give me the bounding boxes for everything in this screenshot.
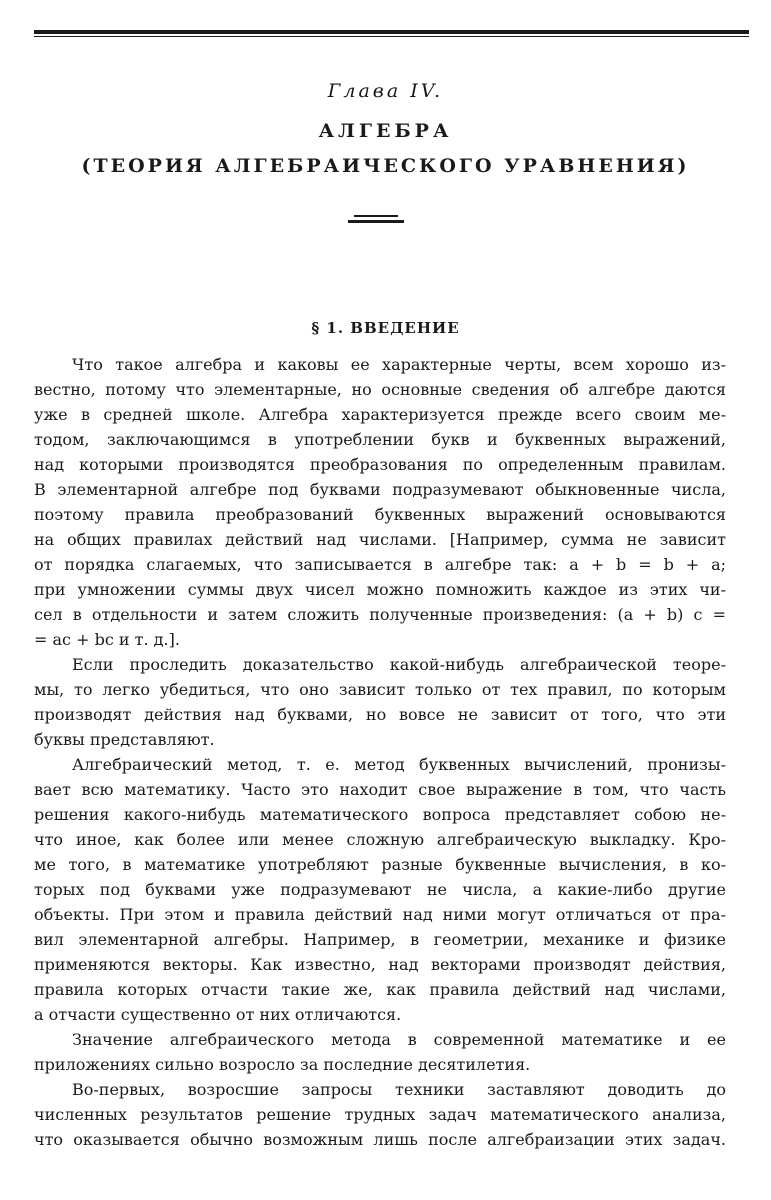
text-line: буквы представляют.: [34, 730, 215, 749]
text-line: ме того, в математике употребляют разные буквенные вычисления, в ко-: [34, 855, 726, 874]
ornament-rule-bottom: [348, 220, 404, 223]
text-line: что оказывается обычно возможным лишь после алгебраизации этих задач.: [34, 1130, 726, 1149]
section-heading: § 1. ВВЕДЕНИЕ: [311, 319, 460, 337]
chapter-title: АЛГЕБРА: [318, 120, 453, 142]
text-line: над которыми производятся преобразования по определенным правилам.: [34, 455, 726, 474]
text-line: численных результатов решение трудных задач математического анализа,: [34, 1105, 726, 1124]
chapter-label: Глава IV.: [327, 80, 444, 102]
ornament-rule-top: [354, 215, 398, 217]
text-line: производят действия над буквами, но вовсе не зависит от того, что эти: [34, 705, 726, 724]
text-line: применяются векторы. Как известно, над векторами производят действия,: [34, 955, 726, 974]
text-line: Во-первых, возросшие запросы техники заставляют доводить до: [72, 1080, 726, 1099]
text-line: вил элементарной алгебры. Например, в геометрии, механике и физике: [34, 930, 726, 949]
text-line: Значение алгебраического метода в современной математике и ее: [72, 1030, 726, 1049]
text-line: правила которых отчасти такие же, как правила действий над числами,: [34, 980, 726, 999]
text-line: тодом, заключающимся в употреблении букв и буквенных выражений,: [34, 430, 726, 449]
body-text: [34, 352, 726, 1152]
header-rule-thick: [34, 30, 749, 34]
text-line: при умножении суммы двух чисел можно помножить каждое из этих чи-: [34, 580, 726, 599]
text-line: В элементарной алгебре под буквами подразумевают обыкновенные числа,: [34, 480, 726, 499]
text-line: объекты. При этом и правила действий над ними могут отличаться от пра-: [34, 905, 726, 924]
text-line: мы, то легко убедиться, что оно зависит только от тех правил, по которым: [34, 680, 726, 699]
text-line: что иное, как более или менее сложную алгебраическую выкладку. Кро-: [34, 830, 726, 849]
text-line: решения какого-нибудь математического вопроса представляет собою не-: [34, 805, 726, 824]
text-line: уже в средней школе. Алгебра характеризуется прежде всего своим ме-: [34, 405, 726, 424]
text-line: Алгебраический метод, т. е. метод буквенных вычислений, пронизы-: [72, 755, 726, 774]
text-line: поэтому правила преобразований буквенных выражений основываются: [34, 505, 726, 524]
text-line: вает всю математику. Часто это находит свое выражение в том, что часть: [34, 780, 726, 799]
header-rule-thin: [34, 36, 749, 37]
text-line: вестно, потому что элементарные, но основные сведения об алгебре даются: [34, 380, 726, 399]
text-line: от порядка слагаемых, что записывается в алгебре так: a + b = b + a;: [34, 555, 726, 574]
text-line: а отчасти существенно от них отличаются.: [34, 1005, 402, 1024]
text-line: на общих правилах действий над числами. [Например, сумма не зависит: [34, 530, 726, 549]
text-line: Если проследить доказательство какой-нибудь алгебраической теоре-: [72, 655, 726, 674]
text-line: Что такое алгебра и каковы ее характерные черты, всем хорошо из-: [72, 355, 726, 374]
text-line: = ac + bc и т. д.].: [34, 630, 180, 649]
chapter-subtitle: (ТЕОРИЯ АЛГЕБРАИЧЕСКОГО УРАВНЕНИЯ): [81, 155, 690, 177]
text-line: сел в отдельности и затем сложить полученные произведения: (a + b) c =: [34, 605, 726, 624]
text-line: приложениях сильно возросло за последние десятилетия.: [34, 1055, 531, 1074]
text-line: торых под буквами уже подразумевают не числа, а какие-либо другие: [34, 880, 726, 899]
